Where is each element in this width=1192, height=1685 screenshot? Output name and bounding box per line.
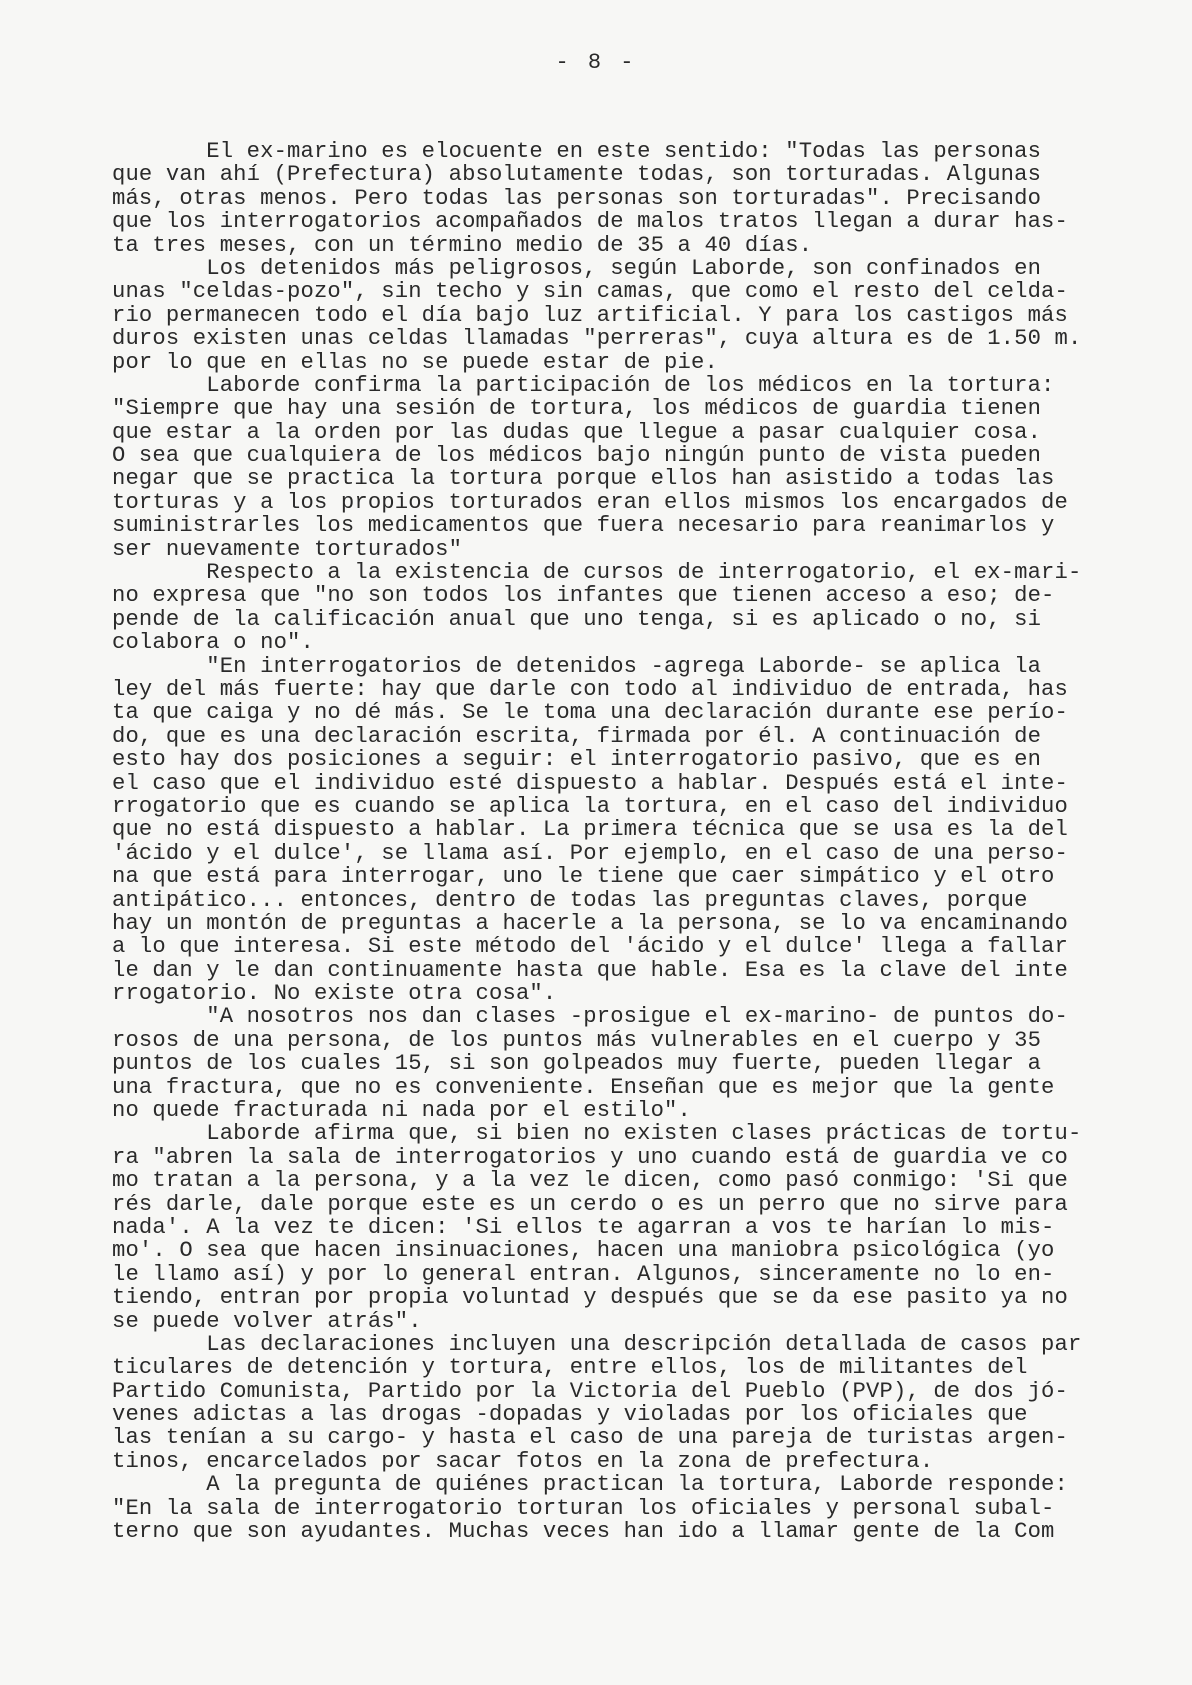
text-line: rrogatorio que es cuando se aplica la tortura, en el caso del individuo [112, 793, 1068, 819]
text-line: rés darle, dale porque este es un cerdo o es un perro que no sirve para [112, 1191, 1068, 1217]
text-line: una fractura, que no es conveniente. Enseñan que es mejor que la gente [112, 1074, 1055, 1100]
text-line: "A nosotros nos dan clases -prosigue el ex-marino- de puntos do- [112, 1004, 1068, 1030]
text-line: ser nuevamente torturados" [112, 536, 463, 562]
text-line: esto hay dos posiciones a seguir: el interrogatorio pasivo, que es en [112, 747, 1042, 773]
text-line: tiendo, entran por propia voluntad y después que se da ese pasito ya no [112, 1285, 1068, 1311]
text-line: venes adictas a las drogas -dopadas y violadas por los oficiales que [112, 1402, 1028, 1428]
text-line: "Siempre que hay una sesión de tortura, los médicos de guardia tienen [112, 396, 1042, 422]
text-line: se puede volver atrás". [112, 1308, 422, 1334]
text-line: colabora o no". [112, 630, 314, 656]
text-line: Las declaraciones incluyen una descripción detallada de casos par [112, 1331, 1082, 1357]
text-line: pende de la calificación anual que uno tenga, si es aplicado o no, si [112, 606, 1042, 632]
text-line: El ex-marino es elocuente en este sentido: "Todas las personas [112, 139, 1042, 164]
text-line: negar que se practica la tortura porque ellos han asistido a todas las [112, 466, 1055, 492]
text-line: rio permanecen todo el día bajo luz artificial. Y para los castigos más [112, 302, 1068, 328]
text-line: rosos de una persona, de los puntos más vulnerables en el cuerpo y 35 [112, 1027, 1042, 1053]
text-line: 'ácido y el dulce', se llama así. Por ejemplo, en el caso de una perso- [112, 840, 1068, 866]
text-line: le dan y le dan continuamente hasta que hable. Esa es la clave del inte [112, 957, 1068, 983]
text-line: que no está dispuesto a hablar. La primera técnica que se usa es la del [112, 817, 1068, 843]
text-line: más, otras menos. Pero todas las personas son torturadas". Precisando [112, 185, 1042, 211]
text-line: nada'. A la vez te dicen: 'Si ellos te agarran a vos te harían lo mis- [112, 1214, 1055, 1240]
text-line: puntos de los cuales 15, si son golpeados muy fuerte, pueden llegar a [112, 1051, 1042, 1077]
text-line: O sea que cualquiera de los médicos bajo ningún punto de vista pueden [112, 443, 1042, 469]
text-line: rrogatorio. No existe otra cosa". [112, 981, 557, 1007]
text-line: torturas y a los propios torturados eran ellos mismos los encargados de [112, 489, 1068, 515]
text-line: mo tratan a la persona, y a la vez le dicen, como pasó conmigo: 'Si que [112, 1168, 1068, 1194]
text-line: el caso que el individuo esté dispuesto a hablar. Después está el inte- [112, 770, 1068, 796]
text-line: suministrarles los medicamentos que fuera necesario para reanimarlos y [112, 513, 1055, 539]
text-line: "En la sala de interrogatorio torturan los oficiales y personal subal- [112, 1495, 1055, 1521]
text-line: ra "abren la sala de interrogatorios y uno cuando está de guardia ve co [112, 1144, 1068, 1170]
text-line: unas "celdas-pozo", sin techo y sin camas, que como el resto del celda- [112, 279, 1068, 305]
text-line: Partido Comunista, Partido por la Victoria del Pueblo (PVP), de dos jó- [112, 1378, 1068, 1404]
page-number: - 8 - [555, 50, 637, 75]
text-line: a lo que interesa. Si este método del 'ácido y el dulce' llega a fallar [112, 934, 1068, 960]
text-line: "En interrogatorios de detenidos -agrega Laborde- se aplica la [112, 653, 1042, 679]
text-line: do, que es una declaración escrita, firmada por él. A continuación de [112, 723, 1042, 749]
text-line: ley del más fuerte: hay que darle con todo al individuo de entrada, has [112, 676, 1068, 702]
text-line: mo'. O sea que hacen insinuaciones, hacen una maniobra psicológica (yo [112, 1238, 1055, 1264]
text-line: no expresa que "no son todos los infantes que tienen acceso a eso; de- [112, 583, 1055, 609]
document-body [112, 140, 1142, 1543]
text-line: le llamo así) y por lo general entran. Algunos, sinceramente no lo en- [112, 1261, 1055, 1287]
text-line: antipático... entonces, dentro de todas las preguntas claves, porque [112, 887, 1028, 913]
text-line: Respecto a la existencia de cursos de interrogatorio, el ex-mari- [112, 560, 1082, 586]
text-line: Los detenidos más peligrosos, según Laborde, son confinados en [112, 255, 1042, 281]
text-line: Laborde afirma que, si bien no existen clases prácticas de tortu- [112, 1121, 1082, 1147]
text-line: ticulares de detención y tortura, entre ellos, los de militantes del [112, 1355, 1028, 1381]
text-line: que van ahí (Prefectura) absolutamente todas, son torturadas. Algunas [112, 162, 1042, 188]
text-line: que los interrogatorios acompañados de malos tratos llegan a durar has- [112, 209, 1068, 235]
text-line: A la pregunta de quiénes practican la tortura, Laborde responde: [112, 1472, 1068, 1498]
text-line: tinos, encarcelados por sacar fotos en la zona de prefectura. [112, 1448, 934, 1474]
text-line: duros existen unas celdas llamadas "perreras", cuya altura es de 1.50 m. [112, 326, 1082, 352]
text-line: que estar a la orden por las dudas que llegue a pasar cualquier cosa. [112, 419, 1042, 445]
text-line: Laborde confirma la participación de los médicos en la tortura: [112, 372, 1055, 398]
text-line: na que está para interrogar, uno le tiene que caer simpático y el otro [112, 864, 1055, 890]
text-line: ta que caiga y no dé más. Se le toma una declaración durante ese perío- [112, 700, 1068, 726]
text-line: ta tres meses, con un término medio de 35 a 40 días. [112, 232, 813, 258]
text-line: las tenían a su cargo- y hasta el caso de una pareja de turistas argen- [112, 1425, 1068, 1451]
text-line: por lo que en ellas no se puede estar de pie. [112, 349, 718, 375]
text-line: no quede fracturada ni nada por el estilo". [112, 1098, 691, 1124]
text-line: terno que son ayudantes. Muchas veces han ido a llamar gente de la Com [112, 1519, 1055, 1545]
text-line: hay un montón de preguntas a hacerle a la persona, se lo va encaminando [112, 910, 1068, 936]
